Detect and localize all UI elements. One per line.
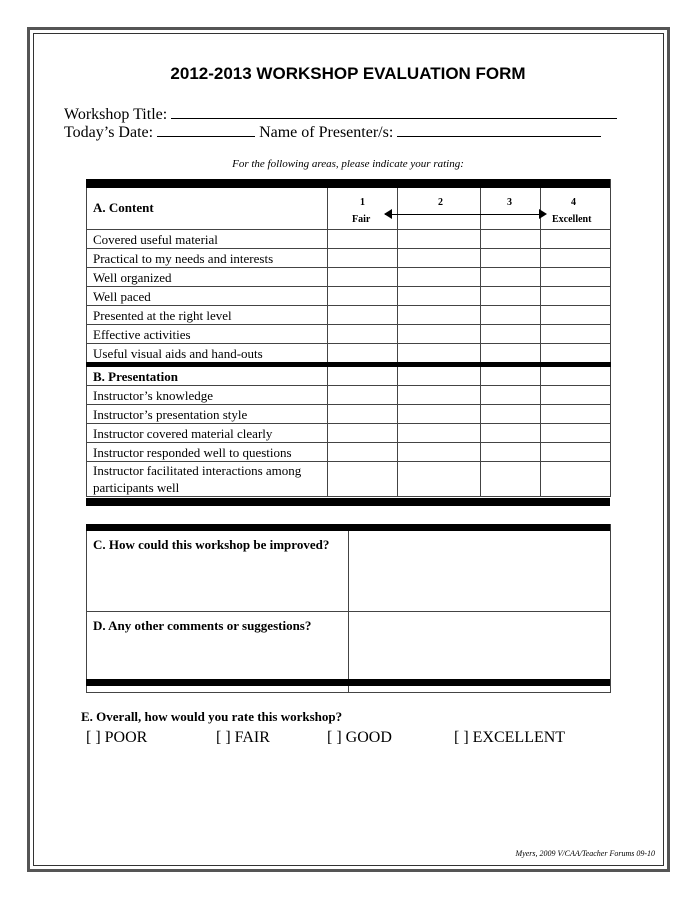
rating-cell-2[interactable] [398,424,481,443]
rating-cell-1[interactable] [328,325,398,344]
answer-c-box[interactable] [349,525,611,612]
option-poor[interactable]: [ ] POOR [86,729,148,746]
rating-cell-2[interactable] [398,268,481,287]
scale-arrow [385,214,545,215]
rating-cell-1[interactable] [328,386,398,405]
rating-cell-3[interactable] [481,325,541,344]
option-good[interactable]: [ ] GOOD [327,729,392,746]
rating-cell-4[interactable] [541,424,611,443]
rating-cell-2[interactable] [398,443,481,462]
rating-cell-4[interactable] [541,249,611,268]
scale-low-label: Fair [352,214,371,225]
criterion-label: Instructor responded well to questions [87,443,328,462]
rating-cell-1[interactable] [328,443,398,462]
scale-3: 3 [507,197,512,208]
rating-cell-4[interactable] [541,230,611,249]
rating-cell-1[interactable] [328,405,398,424]
rating-cell-3[interactable] [481,344,541,365]
rating-cell-1[interactable] [328,268,398,287]
rating-row [87,386,611,405]
option-excellent[interactable]: [ ] EXCELLENT [454,729,566,746]
rating-cell-2[interactable] [398,287,481,306]
criterion-label: Practical to my needs and interests [87,249,328,268]
rating-cell-4[interactable] [541,287,611,306]
criterion-label: Well paced [87,287,328,306]
rating-cell-3[interactable] [481,462,541,497]
rating-cell-3[interactable] [481,424,541,443]
rating-row [87,344,611,365]
rating-row [87,405,611,424]
rating-cell-4[interactable] [541,344,611,365]
criterion-label: Instructor’s presentation style [87,405,328,424]
rating-cell-2[interactable] [398,325,481,344]
rating-row [87,249,611,268]
rating-cell-3[interactable] [481,249,541,268]
rating-cell-2[interactable] [398,405,481,424]
rating-row [87,287,611,306]
date-field[interactable] [157,122,255,137]
date-presenter-line [64,122,601,142]
question-c: C. How could this workshop be improved? [87,525,349,612]
rating-row [87,268,611,287]
rating-cell-3[interactable] [481,405,541,424]
rating-cell-3[interactable] [481,386,541,405]
criterion-label: Well organized [87,268,328,287]
rating-row [87,462,611,497]
rating-row [87,230,611,249]
comments-top-bar [86,524,610,531]
rating-cell-1[interactable] [328,249,398,268]
rating-cell-4[interactable] [541,462,611,497]
rating-cell-3[interactable] [481,268,541,287]
rating-cell-2[interactable] [398,386,481,405]
comments-table [86,524,611,693]
presenter-label: Name of Presenter/s: [259,124,394,141]
rating-cell-3[interactable] [481,306,541,325]
rating-cell-4[interactable] [541,386,611,405]
section-b-label: B. Presentation [87,365,328,386]
table-bottom-bar [86,498,610,506]
rating-cell-1[interactable] [328,306,398,325]
scale-1: 1 [360,197,365,208]
section-a-label: A. Content [87,180,328,230]
rating-cell-3[interactable] [481,443,541,462]
rating-cell-2[interactable] [398,306,481,325]
criterion-label: Presented at the right level [87,306,328,325]
rating-cell-2[interactable] [398,249,481,268]
rating-cell-1[interactable] [328,230,398,249]
question-d: D. Any other comments or suggestions? [87,612,349,693]
criterion-label: Instructor covered material clearly [87,424,328,443]
criterion-label: Useful visual aids and hand-outs [87,344,328,365]
scale-4: 4 [571,197,576,208]
rating-cell-4[interactable] [541,268,611,287]
date-label: Today’s Date: [64,124,154,141]
rating-row [87,306,611,325]
rating-instruction: For the following areas, please indicate your rating: [232,158,464,170]
rating-cell-1[interactable] [328,462,398,497]
rating-cell-1[interactable] [328,287,398,306]
rating-cell-3[interactable] [481,230,541,249]
comments-bottom-bar [86,679,610,686]
rating-cell-4[interactable] [541,405,611,424]
presenter-field[interactable] [397,122,601,137]
scale-2: 2 [438,197,443,208]
arrow-left-icon [384,209,392,219]
criterion-label: Instructor’s knowledge [87,386,328,405]
rating-cell-4[interactable] [541,325,611,344]
footer-credit: Myers, 2009 V/CAA/Teacher Forums 09-10 [515,849,655,858]
workshop-title-label: Workshop Title: [64,106,168,123]
form-title: 2012-2013 WORKSHOP EVALUATION FORM [170,64,526,83]
criterion-label: Instructor facilitated interactions among participants well [87,462,328,497]
rating-cell-1[interactable] [328,424,398,443]
rating-cell-4[interactable] [541,443,611,462]
rating-row [87,443,611,462]
rating-cell-4[interactable] [541,306,611,325]
arrow-right-icon [539,209,547,219]
rating-cell-2[interactable] [398,462,481,497]
rating-table [86,179,611,497]
workshop-title-line [64,104,617,124]
rating-cell-2[interactable] [398,344,481,365]
workshop-title-field[interactable] [171,104,617,119]
table-top-bar [86,179,610,188]
scale-high-label: Excellent [552,214,592,225]
rating-cell-2[interactable] [398,230,481,249]
rating-row [87,424,611,443]
question-e: E. Overall, how would you rate this workshop? [81,709,343,724]
rating-cell-3[interactable] [481,287,541,306]
criterion-label: Covered useful material [87,230,328,249]
option-fair[interactable]: [ ] FAIR [216,729,270,746]
rating-row [87,325,611,344]
criterion-label: Effective activities [87,325,328,344]
rating-cell-1[interactable] [328,344,398,365]
